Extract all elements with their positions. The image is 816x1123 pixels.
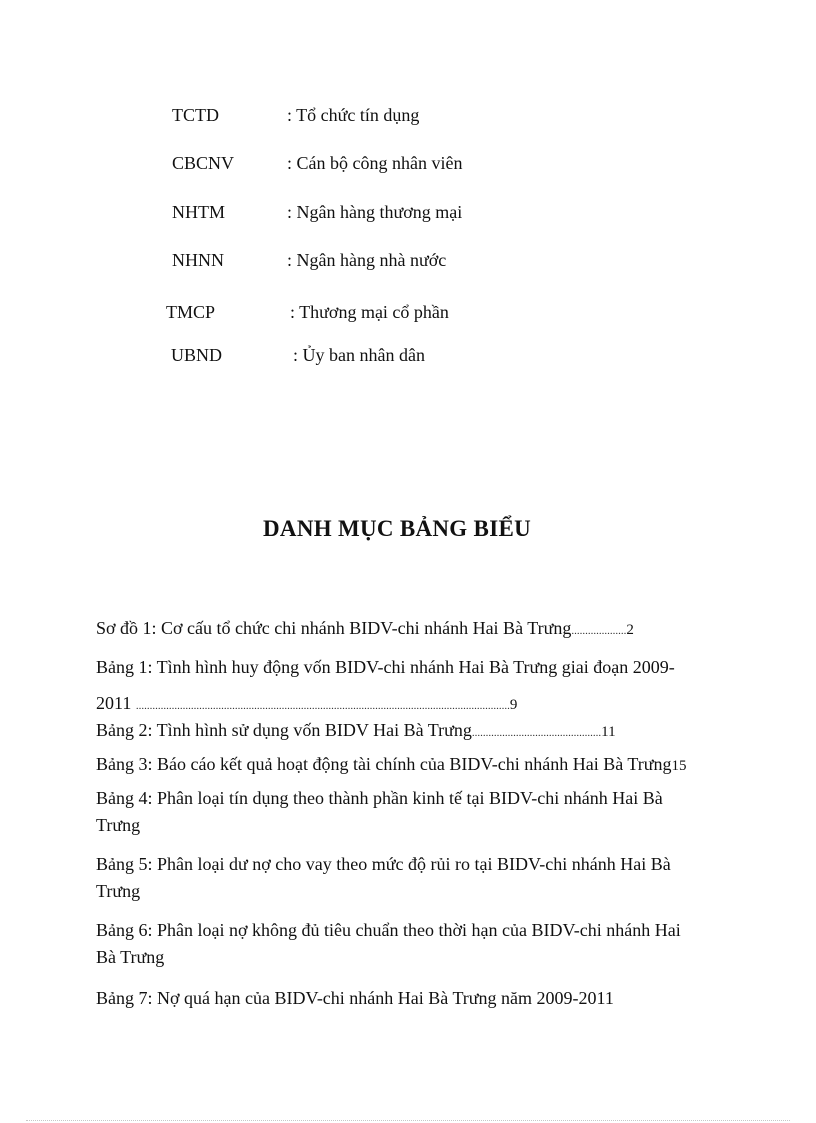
toc-entry-text: Bảng 1: Tình hình huy động vốn BIDV-chi nhánh Hai Bà Trưng giai đoạn 2009- — [96, 657, 675, 677]
toc-dot-leader: .................... — [571, 625, 627, 637]
toc-entry[interactable] — [96, 717, 716, 747]
abbreviation-code: TCTD — [172, 105, 219, 125]
toc-page-number: 9 — [509, 697, 518, 713]
toc-entry-text-continued: Trưng — [96, 815, 141, 835]
toc-dot-leader: ............................................... — [471, 727, 602, 739]
abbreviation-meaning: : Ngân hàng thương mại — [287, 202, 463, 222]
toc-page-number: 11 — [601, 724, 616, 740]
abbreviation-meaning: : Ủy ban nhân dân — [293, 345, 425, 365]
toc-entry-text: Bảng 2: Tình hình sử dụng vốn BIDV Hai Bà Trưng — [96, 720, 472, 740]
toc-entry[interactable] — [96, 751, 716, 780]
section-title: DANH MỤC BẢNG BIỂU — [263, 516, 531, 541]
toc-entry[interactable] — [96, 851, 716, 905]
abbreviation-code: UBND — [171, 345, 223, 365]
toc-entry-text-continued: Bà Trưng — [96, 947, 165, 967]
toc-entry-text: Bảng 7: Nợ quá hạn của BIDV-chi nhánh Hai Bà Trưng năm 2009-2011 — [96, 988, 614, 1008]
toc-entry-text-continued: Trưng — [96, 881, 141, 901]
page-bottom-dotted-rule — [26, 1120, 790, 1121]
toc-dot-leader: ........................................................................................................................................ — [135, 700, 510, 712]
toc-page-number: 15 — [671, 758, 687, 774]
toc-entry[interactable] — [96, 917, 716, 971]
toc-entry[interactable] — [96, 985, 716, 1012]
abbreviation-meaning: : Thương mại cổ phần — [290, 302, 449, 322]
toc-entry[interactable] — [96, 615, 716, 645]
toc-entry[interactable] — [96, 785, 716, 839]
abbreviation-meaning: : Ngân hàng nhà nước — [287, 250, 447, 270]
toc-entry-text: Sơ đồ 1: Cơ cấu tổ chức chi nhánh BIDV-chi nhánh Hai Bà Trưng — [96, 618, 572, 638]
toc-entry-text-continued: 2011 — [96, 693, 132, 713]
abbreviation-meaning: : Tổ chức tín dụng — [287, 105, 420, 125]
toc-entry-text: Bảng 6: Phân loại nợ không đủ tiêu chuẩn theo thời hạn của BIDV-chi nhánh Hai — [96, 920, 681, 940]
toc-entry-text: Bảng 5: Phân loại dư nợ cho vay theo mức độ rủi ro tại BIDV-chi nhánh Hai Bà — [96, 854, 671, 874]
abbreviation-meaning: : Cán bộ công nhân viên — [287, 153, 463, 173]
abbreviation-code: CBCNV — [172, 153, 235, 173]
abbreviation-code: NHNN — [172, 250, 224, 270]
abbreviation-code: NHTM — [172, 202, 225, 222]
toc-entry[interactable] — [96, 649, 716, 724]
toc-page-number: 2 — [626, 622, 634, 638]
toc-entry-text: Bảng 3: Báo cáo kết quả hoạt động tài chính của BIDV-chi nhánh Hai Bà Trưng — [96, 754, 672, 774]
abbreviation-code: TMCP — [166, 302, 216, 322]
toc-entry-text: Bảng 4: Phân loại tín dụng theo thành phần kinh tế tại BIDV-chi nhánh Hai Bà — [96, 788, 663, 808]
